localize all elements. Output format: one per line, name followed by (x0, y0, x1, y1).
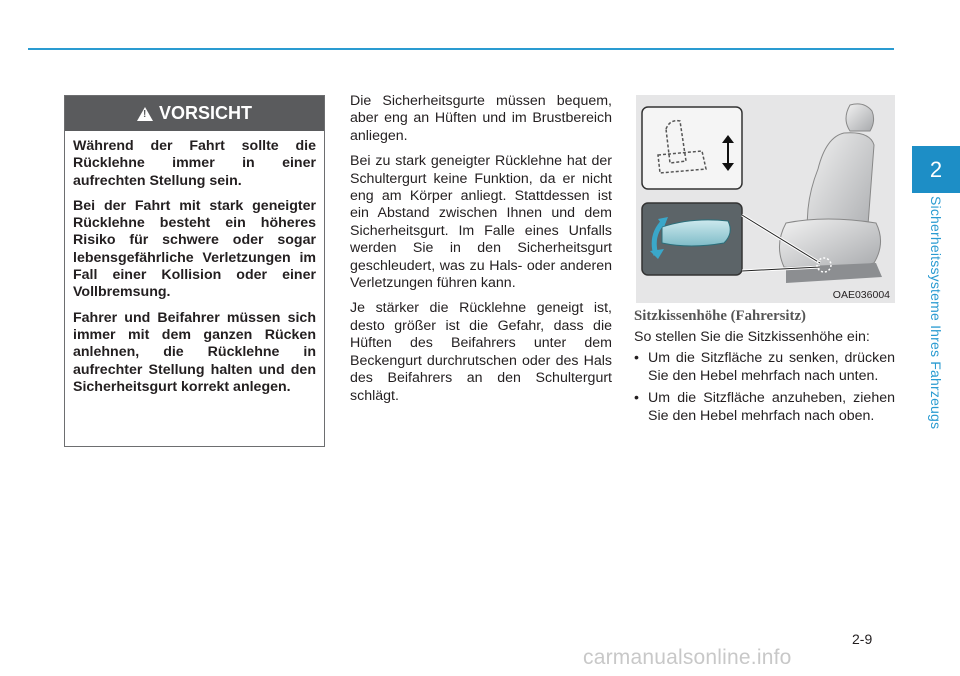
figure-code: OAE036004 (832, 289, 890, 301)
page-number: 2-9 (852, 631, 873, 647)
section-intro: So stellen Sie die Sitzkissenhöhe ein: (634, 329, 870, 345)
seat-illustration (636, 95, 895, 303)
list-item: • Um die Sitzfläche anzuheben, ziehen Sie den Hebel mehrfach nach oben. (634, 390, 895, 425)
caution-paragraph: Fahrer und Beifahrer müssen sich immer mit dem ganzen Rücken anlehnen, die Rücklehne in aufrechter Stellung halten und den Sicherheitsgurt korrekt anlegen. (73, 309, 316, 395)
list-item: • Um die Sitzfläche zu senken, drücken Sie den Hebel mehrfach nach unten. (634, 350, 895, 385)
caution-heading: VORSICHT (158, 103, 252, 123)
caution-box (64, 95, 325, 447)
caution-paragraph: Während der Fahrt sollte die Rücklehne immer in einer aufrechten Stellung sein. (73, 138, 316, 189)
watermark: carmanualsonline.info (583, 646, 792, 669)
chapter-number-tab (912, 146, 960, 193)
body-text-column (350, 93, 612, 413)
body-paragraph: Die Sicherheitsgurte müssen bequem, aber eng an Hüften und im Brustbereich anliegen. (350, 93, 612, 144)
instruction-list (634, 350, 895, 425)
body-paragraph: Je stärker die Rücklehne geneigt ist, desto größer ist die Gefahr, dass die Hüften des Beifahrers unter dem Beckengurt durchrutschen oder des Hals des Beifahrers an den Schultergurt schlägt. (350, 300, 612, 404)
warning-triangle-icon (137, 107, 153, 121)
header-rule (28, 48, 894, 50)
chapter-number: 2 (929, 156, 943, 182)
caution-header (65, 96, 324, 131)
chapter-side-label (916, 196, 956, 436)
section-heading: Sitzkissenhöhe (Fahrersitz) (634, 308, 806, 324)
seat-height-figure (636, 95, 895, 303)
seat-height-section (634, 308, 895, 430)
caution-paragraph: Bei der Fahrt mit stark geneigter Rücklehne besteht ein höheres Risiko für schwere oder sogar lebensgefährliche Verletzungen im Fall einer Kollision oder einer Vollbremsung. (73, 197, 316, 301)
body-paragraph: Bei zu stark geneigter Rücklehne hat der Schultergurt keine Funktion, da er nicht eng am Körper anliegt. Stattdessen ist ein Abstand zwischen Ihnen und dem Sicherheitsgurt. Im Falle eines Unfalls werden Sie in den Sicherheitsgurt geschleudert, was zu Hals- oder anderen Verletzungen führen kann. (350, 153, 612, 292)
caution-body (65, 131, 324, 396)
chapter-title: Sicherheitssysteme Ihres Fahrzeugs (928, 196, 944, 430)
